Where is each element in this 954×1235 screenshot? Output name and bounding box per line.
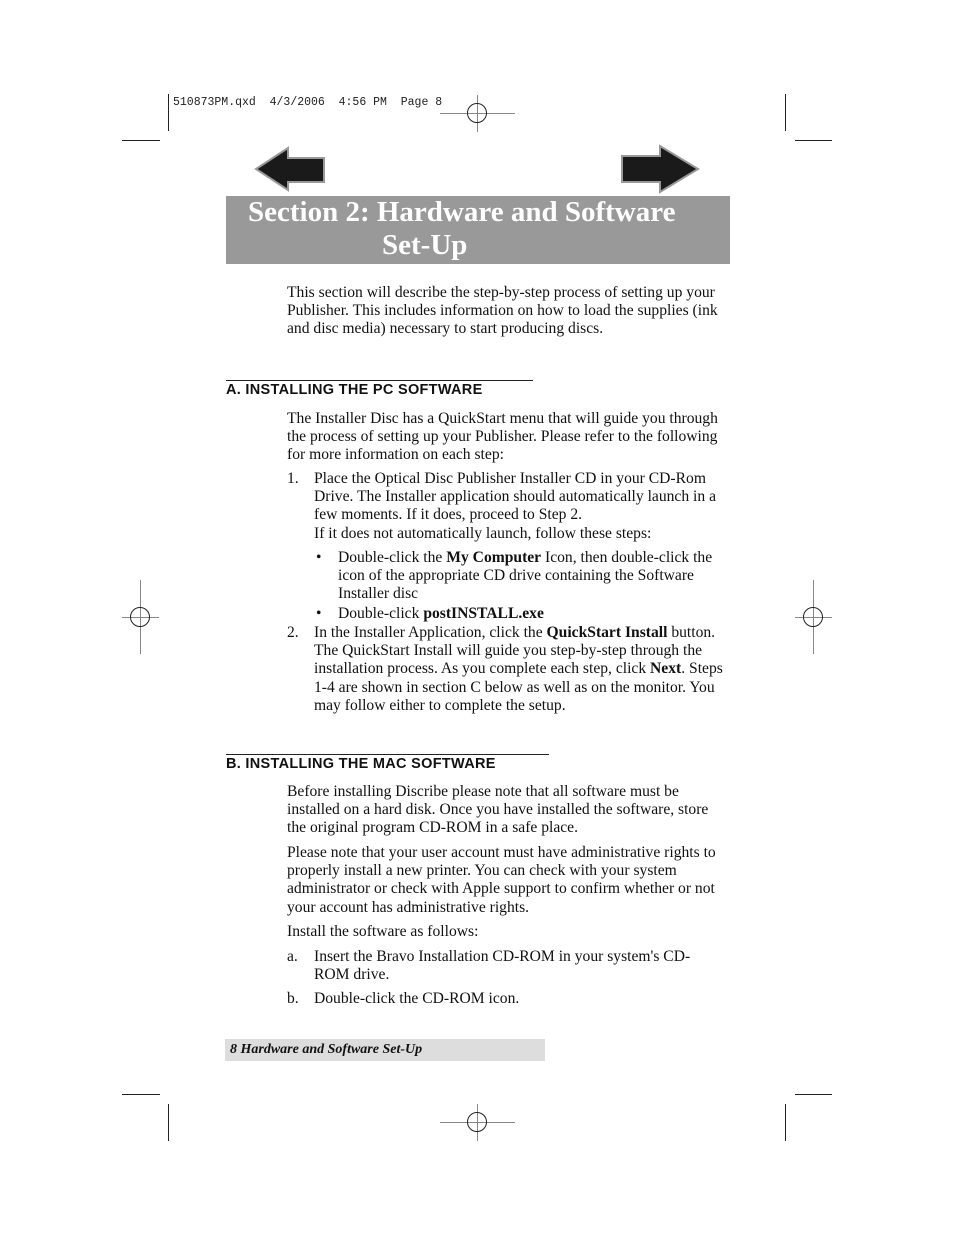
step-b: Double-click the CD-ROM icon. [314,990,520,1007]
step-text: If it does not automatically launch, follow these steps: [314,524,652,542]
crop-mark [122,140,160,141]
registration-mark [467,103,487,123]
step-number: 1. [287,470,299,487]
section-title-banner [226,196,730,264]
text: button. The QuickStart Install will guide you step-by-step through the installation process. As you complete each step, click [314,624,716,678]
section-divider [226,380,533,381]
step-1 [314,470,730,543]
previous-page-arrow-icon[interactable] [254,146,328,192]
bullet: • [316,549,322,566]
step-2 [314,624,730,715]
crop-mark [795,1094,832,1095]
step-text: Place the Optical Disc Publisher Installer CD in your CD-Rom Drive. The Installer application should automatically launch in a few moments. If it does, proceed to Step 2. [314,470,716,524]
section-b-paragraph: Before installing Discribe please note that all software must be installed on a hard disk. Once you have installed the software, store the original program CD-ROM in a safe place. [287,783,709,837]
crop-mark [122,1094,160,1095]
page-footer: 8 Hardware and Software Set-Up [225,1039,545,1061]
text: In the Installer Application, click the [314,624,547,641]
bullet: • [316,605,322,622]
section-b-paragraph: Install the software as follows: [287,923,479,940]
section-b-paragraph: Please note that your user account must have administrative rights to properly install a new printer. You can check with your system administrator or check with Apple support to confirm whether or not your account has administrative rights. [287,844,716,916]
intro-paragraph: This section will describe the step-by-step process of setting up your Publisher. This includes information on how to load the supplies (ink and disc media) necessary to start producing discs. [287,284,718,338]
ui-term: Next [650,660,682,678]
crop-mark [785,94,786,131]
text: Double-click [338,605,424,622]
registration-mark [803,607,823,627]
step-number: 2. [287,624,299,641]
bullet-item [338,605,730,623]
text: Icon, then double-click the icon of the appropriate CD drive containing the Software Installer disc [338,549,713,603]
section-a-paragraph: The Installer Disc has a QuickStart menu that will guide you through the process of setting up your Publisher. Please refer to the following for more information on each step: [287,410,718,464]
ui-term: QuickStart Install [546,624,668,641]
section-title: Section 2: Hardware and Software [248,196,676,228]
next-page-arrow-icon[interactable] [620,144,700,194]
section-a-heading: A. INSTALLING THE PC SOFTWARE [226,382,483,398]
print-slug: 510873PM.qxd 4/3/2006 4:56 PM Page 8 [173,96,443,109]
file-name: postINSTALL.exe [423,605,544,622]
bullet-item [338,549,730,604]
ui-term: My Computer [446,549,542,566]
crop-mark [795,140,832,141]
crop-mark [785,1104,786,1141]
crop-mark [168,94,169,131]
registration-mark [467,1112,487,1132]
section-b-heading: B. INSTALLING THE MAC SOFTWARE [226,756,496,772]
step-number: b. [287,990,299,1007]
section-divider [226,754,549,755]
step-number: a. [287,948,298,965]
registration-mark [130,607,150,627]
text: . Steps 1-4 are shown in section C below as well as on the monitor. You may follow either to complete the setup. [314,660,723,714]
text: Double-click the [338,549,447,566]
step-a: Insert the Bravo Installation CD-ROM in your system's CD-ROM drive. [314,948,691,984]
crop-mark [168,1104,169,1141]
section-title: Set-Up [382,229,468,261]
